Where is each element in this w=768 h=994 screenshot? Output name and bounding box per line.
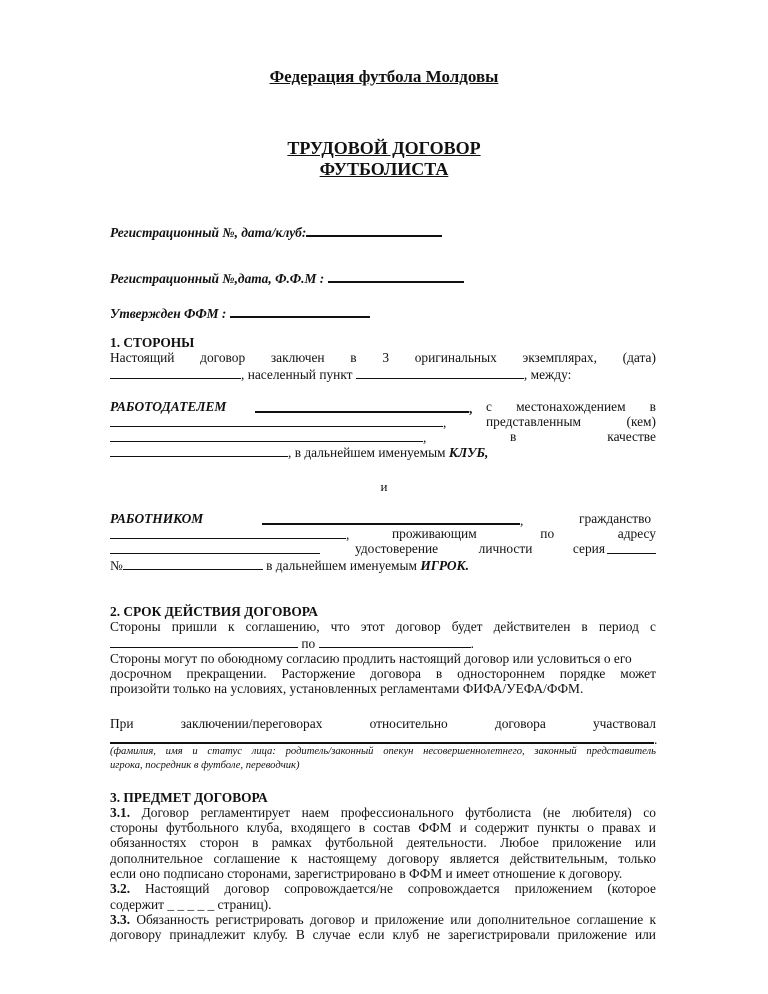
locality-field[interactable] xyxy=(356,366,524,379)
citizenship-word: гражданство xyxy=(579,511,652,526)
s3-line8: 3.3. Обязанность регистрировать договор и приложение или дополнительное соглашение к xyxy=(110,912,656,927)
registration-ffm-field[interactable] xyxy=(328,269,464,283)
registration-club-line xyxy=(110,223,442,240)
contract-title-line2: ФУТБОЛИСТА xyxy=(319,159,449,179)
emp-r1: с местонахождением в xyxy=(486,399,656,414)
employee-label: РАБОТНИКОМ xyxy=(110,511,204,526)
s3-line2: стороны футбольного клуба, входящего в состав ФФМ и содержит пункты о правах и xyxy=(110,820,656,835)
s3-line4: дополнительное соглашение к настоящему договору является действительным, только xyxy=(110,851,656,866)
negotiation-participant-field[interactable] xyxy=(110,730,654,744)
period-start-field[interactable] xyxy=(110,635,298,648)
wrk-line4: № в дальнейшем именуемым ИГРОК. xyxy=(110,558,469,573)
federation-title: Федерация футбола Молдовы xyxy=(269,67,499,86)
s2-line4: досрочном прекращении. Расторжение договора в одностороннем порядке может xyxy=(110,666,656,681)
employer-name-field[interactable] xyxy=(255,399,469,413)
s3-line7: содержит _ _ _ _ _ страниц). xyxy=(110,897,272,912)
section2-heading: 2. СРОК ДЕЙСТВИЯ ДОГОВОРА xyxy=(110,604,318,619)
registration-ffm-line xyxy=(110,269,464,286)
approved-line xyxy=(110,304,370,321)
emp-line3: , xyxy=(110,429,426,445)
approved-label: Утвержден ФФМ : xyxy=(110,306,227,321)
emp-line4: , в дальнейшем именуемым КЛУБ, xyxy=(110,444,488,460)
player-term: ИГРОК. xyxy=(420,558,469,573)
emp-line2: , xyxy=(110,414,446,430)
s3-line5: если оно подписано сторонами, зарегистрировано в ФФМ и имеет отношение к договору. xyxy=(110,866,623,881)
contract-title-line1: ТРУДОВОЙ ДОГОВОР xyxy=(287,138,481,158)
series-line xyxy=(607,541,656,557)
citizenship-field[interactable] xyxy=(110,526,346,539)
negotiation-line: При заключении/переговорах относительно договора участвовал xyxy=(110,716,656,731)
wrk-line3 xyxy=(110,541,320,557)
emp-r2: представленным (кем) xyxy=(486,414,656,429)
wrk-r3: удостоверение личности серия xyxy=(355,541,605,556)
s3-line3: обязанностях сторон в рамках футбольной деятельности. Любое приложение или xyxy=(110,835,656,850)
wrk-r2: проживающим по адресу xyxy=(392,526,656,541)
emp-r3: в качестве xyxy=(510,429,656,444)
id-series-field[interactable] xyxy=(607,541,656,554)
s2-line2: по . xyxy=(110,635,474,651)
s2-line1: Стороны пришли к соглашению, что этот договор будет действителен в период с xyxy=(110,619,656,634)
club-term: КЛУБ, xyxy=(448,445,489,460)
and-separator: и xyxy=(380,479,388,494)
s2-line5: произойти только на условиях, установленных регламентами ФИФА/УЕФА/ФФМ. xyxy=(110,681,584,696)
s3-line1: 3.1. Договор регламентирует наем профессионального футболиста (не любителя) со xyxy=(110,805,656,820)
section1-heading: 1. СТОРОНЫ xyxy=(110,335,195,350)
employer-location-field[interactable] xyxy=(110,414,443,427)
employer-name-line: , xyxy=(255,399,472,416)
registration-ffm-label: Регистрационный №,дата, Ф.Ф.М : xyxy=(110,271,325,286)
s3-line9: договору принадлежит клубу. В случае если клуб не зарегистрировали приложение или xyxy=(110,927,656,942)
registration-club-label: Регистрационный №, дата/клуб: xyxy=(110,225,307,240)
negotiation-field-line: . xyxy=(110,730,657,747)
s1-line1: Настоящий договор заключен в 3 оригинальных экземплярах, (дата) xyxy=(110,350,656,365)
employer-position-field[interactable] xyxy=(110,444,288,457)
employer-label: РАБОТОДАТЕЛЕМ xyxy=(110,399,227,414)
employer-representative-field[interactable] xyxy=(110,429,423,442)
address-field[interactable] xyxy=(110,541,320,554)
s1-line2: , населенный пункт , между: xyxy=(110,366,571,382)
employee-name-field[interactable] xyxy=(262,511,520,525)
s2-line3: Стороны могут по обоюдному согласию продлить настоящий договор или условиться о его xyxy=(110,651,632,666)
section3-heading: 3. ПРЕДМЕТ ДОГОВОРА xyxy=(110,790,268,805)
approved-field[interactable] xyxy=(230,304,370,318)
wrk-line2: , xyxy=(110,526,349,542)
s3-line6: 3.2. Настоящий договор сопровождается/не сопровождается приложением (которое xyxy=(110,881,656,896)
note-line1: (фамилия, имя и статус лица: родитель/законный опекун несовершеннолетнего, законный представитель xyxy=(110,746,656,757)
employee-name-line: , xyxy=(262,511,523,528)
date-field[interactable] xyxy=(110,366,241,379)
note-line2: игрока, посредник в футболе, переводчик) xyxy=(110,760,300,771)
period-end-field[interactable] xyxy=(319,635,471,648)
registration-club-field[interactable] xyxy=(306,223,442,237)
id-number-field[interactable] xyxy=(123,557,263,570)
